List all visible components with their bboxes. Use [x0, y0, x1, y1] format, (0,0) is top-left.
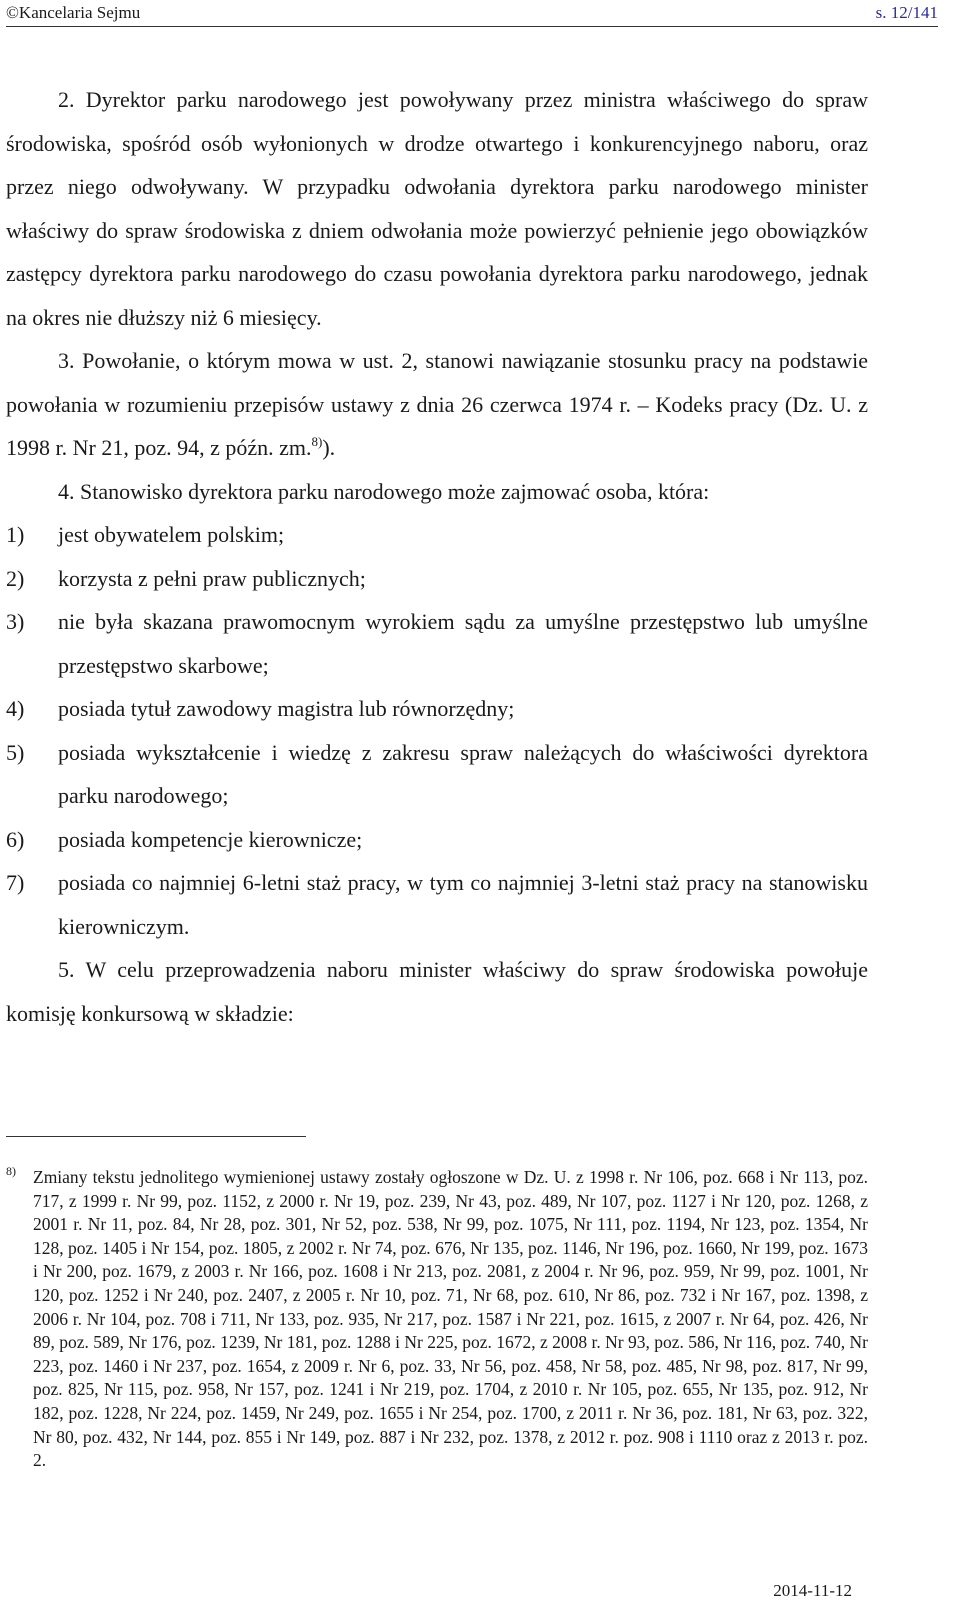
document-date: 2014-11-12: [773, 1581, 852, 1600]
list-item-number: 6): [6, 826, 25, 852]
list-item-number: 5): [6, 739, 25, 765]
list-item: [6, 687, 868, 731]
list-item-text: posiada kompetencje kierownicze;: [58, 826, 363, 852]
document-body: [6, 78, 868, 1035]
list-item-number: 4): [6, 696, 25, 721]
list-item: [6, 600, 868, 687]
footnote: [6, 1166, 868, 1473]
paragraph-2: 2. Dyrektor parku narodowego jest powoływany przez ministra właściwego do spraw środowiska, spośród osób wyłonionych w drodze otwartego i konkurencyjnego naboru, oraz przez niego odwoływany. W przypadku odwołania dyrektora parku narodowego minister właściwy do spraw środowiska z dniem odwołania może powierzyć pełnienie jego obowiązków zastępcy dyrektora parku narodowego do czasu powołania dyrektora parku narodowego, jednak na okres nie dłuższy niż 6 miesięcy.: [6, 87, 868, 330]
list-item: [6, 513, 868, 557]
list-item-text: nie była skazana prawomocnym wyrokiem sądu za umyślne przestępstwo lub umyślne przestępstwo skarbowe;: [58, 609, 868, 678]
list-item-text: posiada wykształcenie i wiedzę z zakresu spraw należących do właściwości dyrektora parku narodowego;: [58, 739, 868, 808]
publisher-label: ©Kancelaria Sejmu: [6, 3, 141, 22]
list-item: [6, 731, 868, 818]
list-item-text: posiada tytuł zawodowy magistra lub równorzędny;: [58, 696, 515, 721]
footnote-separator: [6, 1136, 306, 1137]
page-header: [6, 0, 938, 27]
page-number: s. 12/141: [875, 3, 938, 22]
list-item: [6, 557, 868, 601]
list-item: [6, 861, 868, 948]
paragraph-3: [6, 339, 868, 470]
footnote-mark: 8): [6, 1164, 16, 1178]
paragraph-3-end: ).: [322, 435, 336, 460]
footnote-reference[interactable]: 8): [311, 434, 323, 449]
list-item-number: 2): [6, 565, 25, 591]
paragraph-3-text: 3. Powołanie, o którym mowa w ust. 2, stanowi nawiązanie stosunku pracy na podstawie powołania w rozumieniu przepisów ustawy z dnia 26 czerwca 1974 r. – Kodeks pracy (Dz. U. z 1998 r. Nr 21, poz. 94, z późn. zm.: [6, 348, 868, 460]
list-item-number: 1): [6, 522, 25, 547]
list-item: [6, 818, 868, 862]
footnote-text: Zmiany tekstu jednolitego wymienionej ustawy zostały ogłoszone w Dz. U. z 1998 r. Nr 106, poz. 668 i Nr 113, poz. 717, z 1999 r. Nr 99, poz. 1152, z 2000 r. Nr 19, poz. 239, Nr 43, poz. 489, Nr 107, poz. 1127 i Nr 120, poz. 1268, z 2001 r. Nr 11, poz. 84, Nr 28, poz. 301, Nr 52, poz. 538, Nr 99, poz. 1075, Nr 111, poz. 1194, Nr 123, poz. 1354, Nr 128, poz. 1405 i Nr 154, poz. 1805, z 2002 r. Nr 74, poz. 676, Nr 135, poz. 1146, Nr 196, poz. 1660, Nr 199, poz. 1673 i Nr 200, poz. 1679, z 2003 r. Nr 166, poz. 1608 i Nr 213, poz. 2081, z 2004 r. Nr 96, poz. 959, Nr 99, poz. 1001, Nr 120, poz. 1252 i Nr 240, poz. 2407, z 2005 r. Nr 10, poz. 71, Nr 68, poz. 610, Nr 86, poz. 732 i Nr 167, poz. 1398, z 2006 r. Nr 104, poz. 708 i 711, Nr 133, poz. 935, Nr 217, poz. 1587 i Nr 221, poz. 1615, z 2007 r. Nr 64, poz. 426, Nr 89, poz. 589, Nr 176, poz. 1239, Nr 181, poz. 1288 i Nr 225, poz. 1672, z 2008 r. Nr 93, poz. 586, Nr 116, poz. 740, Nr 223, poz. 1460 i Nr 237, poz. 1654, z 2009 r. Nr 6, poz. 33, Nr 56, poz. 458, Nr 58, poz. 485, Nr 98, poz. 817, Nr 99, poz. 825, Nr 115, poz. 958, Nr 157, poz. 1241 i Nr 219, poz. 1704, z 2010 r. Nr 105, poz. 655, Nr 135, poz. 912, Nr 182, poz. 1228, Nr 224, poz. 1459, Nr 249, poz. 1655 i Nr 254, poz. 1700, z 2011 r. Nr 36, poz. 181, Nr 63, poz. 322, Nr 80, poz. 432, Nr 144, poz. 855 i Nr 149, poz. 887 i Nr 232, poz. 1378, z 2012 r. poz. 908 i 1110 oraz z 2013 r. poz. 2.: [33, 1167, 868, 1471]
list-item-text: jest obywatelem polskim;: [58, 522, 285, 547]
paragraph-5: 5. W celu przeprowadzenia naboru minister właściwy do spraw środowiska powołuje komisję konkursową w składzie:: [6, 957, 868, 1026]
list-item-text: korzysta z pełni praw publicznych;: [58, 565, 366, 591]
list-item-number: 7): [6, 870, 25, 895]
list-item-number: 3): [6, 609, 25, 634]
list-item-text: posiada co najmniej 6-letni staż pracy, w tym co najmniej 3-letni staż pracy na stanowisku kierowniczym.: [58, 870, 868, 939]
paragraph-4: 4. Stanowisko dyrektora parku narodowego może zajmować osoba, która:: [58, 478, 710, 504]
